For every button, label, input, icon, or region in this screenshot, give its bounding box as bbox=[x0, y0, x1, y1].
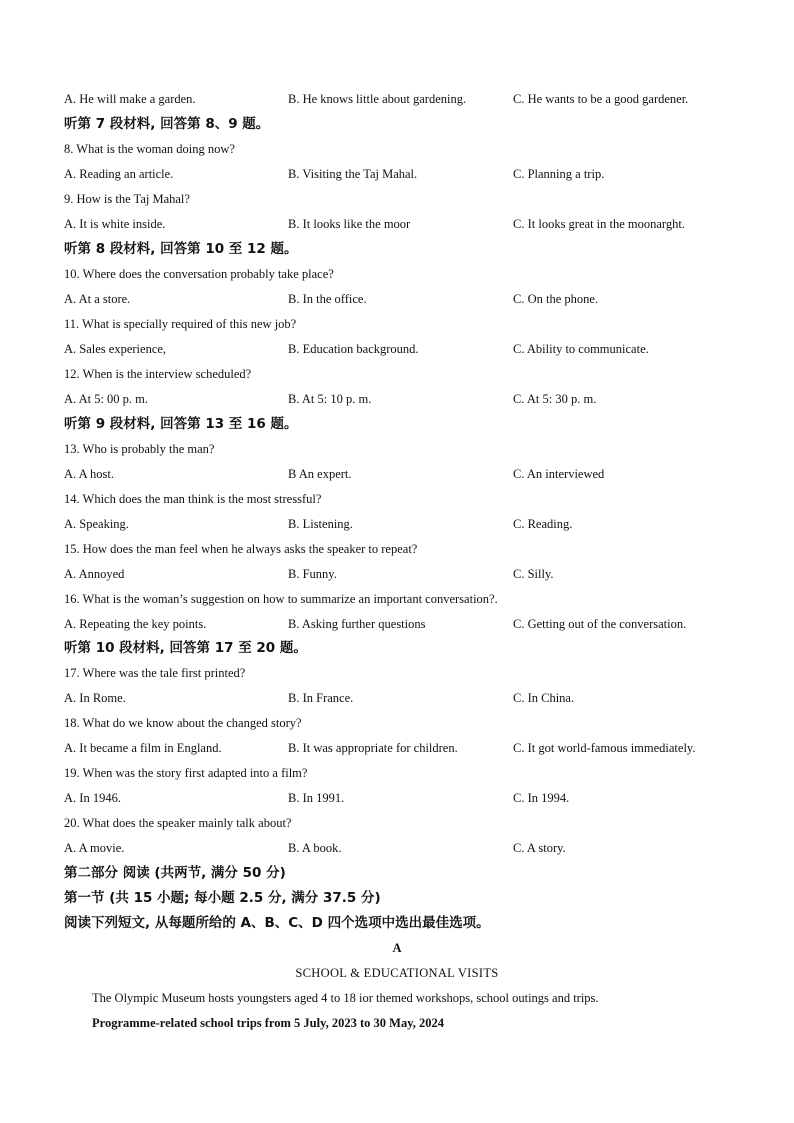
q7-option-c: C. He wants to be a good gardener. bbox=[513, 92, 689, 106]
q11-options bbox=[64, 337, 754, 362]
q16-stem: 16. What is the woman’s suggestion on how to summarize an important conversation?. bbox=[64, 592, 498, 606]
q14-option-c: C. Reading. bbox=[513, 517, 573, 531]
section9-heading: 听第 9 段材料, 回答第 13 至 16 题。 bbox=[64, 416, 298, 432]
q9-option-a: A. It is white inside. bbox=[64, 217, 166, 231]
q20-option-c: C. A story. bbox=[513, 841, 566, 855]
q18-option-b: B. It was appropriate for children. bbox=[288, 741, 458, 755]
q17-option-a: A. In Rome. bbox=[64, 691, 126, 705]
part2-section1-heading: 第一节 (共 15 小题; 每小题 2.5 分, 满分 37.5 分) bbox=[64, 890, 381, 906]
q20-stem: 20. What does the speaker mainly talk about? bbox=[64, 816, 292, 830]
q13-option-b: B An expert. bbox=[288, 467, 352, 481]
q9-stem: 9. How is the Taj Mahal? bbox=[64, 192, 190, 206]
q12-option-a: A. At 5: 00 p. m. bbox=[64, 392, 149, 406]
q13-options bbox=[64, 462, 754, 487]
q16-option-c: C. Getting out of the conversation. bbox=[513, 617, 687, 631]
q19-options bbox=[64, 786, 754, 811]
q19-option-a: A. In 1946. bbox=[64, 791, 121, 805]
q15-option-b: B. Funny. bbox=[288, 567, 337, 581]
q11-option-b: B. Education background. bbox=[288, 342, 419, 356]
q16-options bbox=[64, 612, 754, 637]
passage-letter: A bbox=[392, 941, 402, 955]
q9-option-c: C. It looks great in the moonarght. bbox=[513, 217, 685, 231]
q12-option-b: B. At 5: 10 p. m. bbox=[288, 392, 372, 406]
q19-option-b: B. In 1991. bbox=[288, 791, 345, 805]
part2-heading: 第二部分 阅读 (共两节, 满分 50 分) bbox=[64, 865, 286, 881]
q17-stem: 17. Where was the tale first printed? bbox=[64, 666, 246, 680]
q13-option-a: A. A host. bbox=[64, 467, 115, 481]
q17-options bbox=[64, 686, 754, 711]
passage-intro: The Olympic Museum hosts youngsters aged 4 to 18 ior themed workshops, school outings and trips. bbox=[92, 991, 599, 1005]
q13-stem: 13. Who is probably the man? bbox=[64, 442, 215, 456]
q7-option-a: A. He will make a garden. bbox=[64, 92, 196, 106]
q14-option-b: B. Listening. bbox=[288, 517, 353, 531]
q19-stem: 19. When was the story first adapted into a film? bbox=[64, 766, 308, 780]
q12-stem: 12. When is the interview scheduled? bbox=[64, 367, 252, 381]
q11-option-c: C. Ability to communicate. bbox=[513, 342, 649, 356]
q16-option-a: A. Repeating the key points. bbox=[64, 617, 207, 631]
q7-option-b: B. He knows little about gardening. bbox=[288, 92, 467, 106]
section8-heading: 听第 8 段材料, 回答第 10 至 12 题。 bbox=[64, 241, 298, 257]
passage-subheading: Programme-related school trips from 5 July, 2023 to 30 May, 2024 bbox=[92, 1016, 445, 1030]
q8-option-b: B. Visiting the Taj Mahal. bbox=[288, 167, 418, 181]
q13-option-c: C. An interviewed bbox=[513, 467, 605, 481]
q7-options bbox=[64, 87, 754, 112]
q8-options bbox=[64, 162, 754, 187]
q20-option-b: B. A book. bbox=[288, 841, 342, 855]
passage-title: SCHOOL & EDUCATIONAL VISITS bbox=[295, 966, 499, 980]
q15-options bbox=[64, 562, 754, 587]
q18-option-c: C. It got world-famous immediately. bbox=[513, 741, 696, 755]
q18-options bbox=[64, 736, 754, 761]
q9-option-b: B. It looks like the moor bbox=[288, 217, 411, 231]
q20-option-a: A. A movie. bbox=[64, 841, 125, 855]
q10-options bbox=[64, 287, 754, 312]
q14-stem: 14. Which does the man think is the most stressful? bbox=[64, 492, 322, 506]
q14-option-a: A. Speaking. bbox=[64, 517, 129, 531]
q12-option-c: C. At 5: 30 p. m. bbox=[513, 392, 597, 406]
q16-option-b: B. Asking further questions bbox=[288, 617, 426, 631]
q9-options bbox=[64, 212, 754, 237]
q15-option-c: C. Silly. bbox=[513, 567, 554, 581]
q11-option-a: A. Sales experience, bbox=[64, 342, 167, 356]
q8-stem: 8. What is the woman doing now? bbox=[64, 142, 235, 156]
section7-heading: 听第 7 段材料, 回答第 8、9 题。 bbox=[64, 116, 270, 132]
q10-option-c: C. On the phone. bbox=[513, 292, 599, 306]
q19-option-c: C. In 1994. bbox=[513, 791, 570, 805]
q10-stem: 10. Where does the conversation probably take place? bbox=[64, 267, 334, 281]
section10-heading: 听第 10 段材料, 回答第 17 至 20 题。 bbox=[64, 640, 307, 656]
q20-options bbox=[64, 836, 754, 861]
q10-option-a: A. At a store. bbox=[64, 292, 131, 306]
q8-option-a: A. Reading an article. bbox=[64, 167, 174, 181]
q12-options bbox=[64, 387, 754, 412]
q8-option-c: C. Planning a trip. bbox=[513, 167, 605, 181]
q14-options bbox=[64, 512, 754, 537]
q15-stem: 15. How does the man feel when he always asks the speaker to repeat? bbox=[64, 542, 418, 556]
q17-option-c: C. In China. bbox=[513, 691, 575, 705]
q17-option-b: B. In France. bbox=[288, 691, 354, 705]
q18-stem: 18. What do we know about the changed story? bbox=[64, 716, 302, 730]
q11-stem: 11. What is specially required of this new job? bbox=[64, 317, 297, 331]
q10-option-b: B. In the office. bbox=[288, 292, 367, 306]
part2-instruction: 阅读下列短文, 从每题所给的 A、B、C、D 四个选项中选出最佳选项。 bbox=[64, 915, 490, 931]
q18-option-a: A. It became a film in England. bbox=[64, 741, 222, 755]
q15-option-a: A. Annoyed bbox=[64, 567, 125, 581]
